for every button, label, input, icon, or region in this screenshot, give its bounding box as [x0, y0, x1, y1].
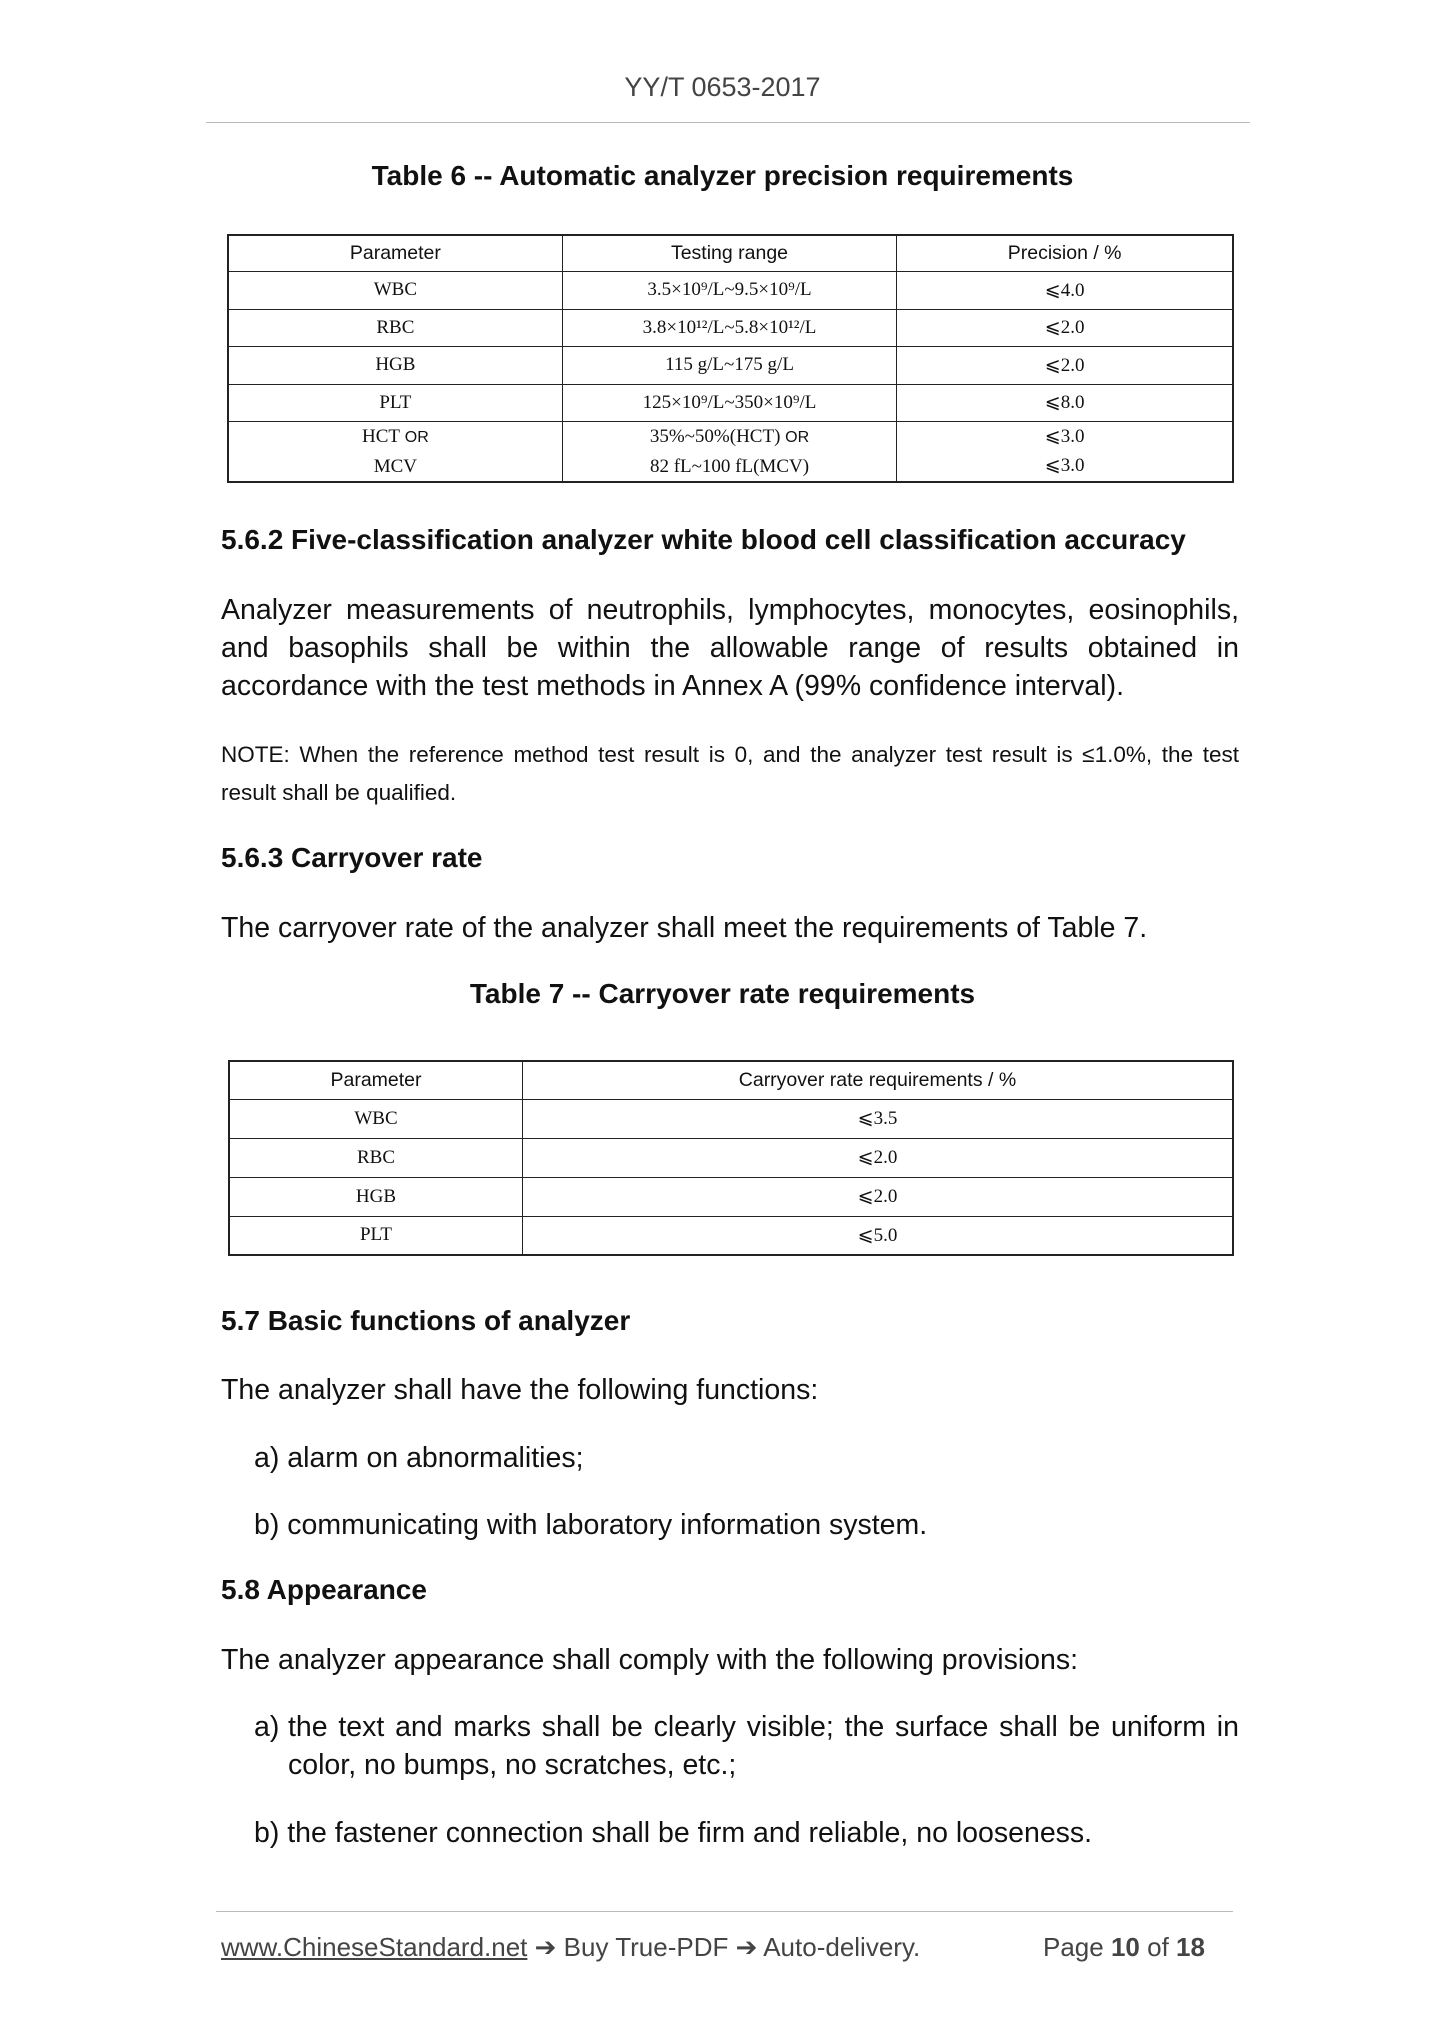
precision-cell: ⩽2.0: [897, 346, 1233, 384]
carryover-cell: ⩽3.5: [522, 1099, 1233, 1138]
list-marker: a): [254, 1442, 280, 1474]
total-pages: 18: [1176, 1932, 1205, 1962]
range-cell: 3.8×10¹²/L~5.8×10¹²/L: [562, 309, 897, 346]
section-5-6-3-heading: 5.6.3 Carryover rate: [221, 842, 483, 873]
table-row: [228, 421, 1233, 482]
table6: [227, 234, 1234, 483]
auto-delivery-text: Auto-delivery.: [763, 1932, 921, 1962]
param-cell: WBC: [229, 1099, 522, 1138]
param-cell: RBC: [229, 1138, 522, 1177]
table7-header-parameter: Parameter: [229, 1061, 522, 1099]
page-number: [1043, 1932, 1205, 1963]
table7-header-row: [229, 1061, 1233, 1099]
precision-cell: [897, 421, 1233, 482]
param-hct: HCT: [362, 425, 400, 447]
section-5-6-2-note: NOTE: When the reference method test result is 0, and the analyzer test result is ≤1.0%, the test result shall be qualified.: [221, 742, 1239, 805]
table-row: [228, 271, 1233, 309]
param-cell: PLT: [229, 1216, 522, 1255]
footer-left: [221, 1932, 920, 1963]
param-mcv: MCV: [373, 455, 418, 477]
list-item: [254, 1506, 927, 1544]
current-page: 10: [1110, 1932, 1140, 1962]
range-hct: 35%~50%(HCT): [649, 425, 781, 447]
list-text: the text and marks shall be clearly visible; the surface shall be uniform in color, no bumps, no scratches, etc.;: [288, 1711, 1239, 1781]
list-text: alarm on abnormalities;: [287, 1442, 584, 1474]
param-cell: WBC: [228, 271, 562, 309]
section-5-7-body: The analyzer shall have the following functions:: [221, 1374, 819, 1406]
table7-header-carryover: Carryover rate requirements / %: [522, 1061, 1233, 1099]
table6-header-parameter: Parameter: [228, 235, 562, 271]
or-label: OR: [404, 428, 429, 446]
list-item: [254, 1439, 583, 1477]
document-id-header: YY/T 0653-2017: [624, 72, 821, 102]
table-row: [228, 309, 1233, 346]
param-cell: HGB: [228, 346, 562, 384]
list-marker: b): [254, 1817, 280, 1849]
carryover-cell: ⩽5.0: [522, 1216, 1233, 1255]
table-row: [228, 346, 1233, 384]
table7: [228, 1060, 1234, 1256]
precision-cell: ⩽4.0: [897, 271, 1233, 309]
section-5-6-3-body: The carryover rate of the analyzer shall meet the requirements of Table 7.: [221, 912, 1148, 944]
precision-cell: ⩽8.0: [897, 384, 1233, 421]
table7-title: Table 7 -- Carryover rate requirements: [469, 978, 976, 1009]
table6-header-testing-range: Testing range: [562, 235, 897, 271]
param-cell: RBC: [228, 309, 562, 346]
carryover-cell: ⩽2.0: [522, 1177, 1233, 1216]
section-5-8-heading: 5.8 Appearance: [221, 1574, 427, 1605]
arrow-right-icon: ➔: [735, 1932, 758, 1962]
param-cell: HGB: [229, 1177, 522, 1216]
table-row: [229, 1099, 1233, 1138]
table6-header-row: [228, 235, 1233, 271]
header-divider: [206, 122, 1250, 123]
range-cell: 125×10⁹/L~350×10⁹/L: [562, 384, 897, 421]
footer-divider: [216, 1911, 1233, 1912]
arrow-right-icon: ➔: [534, 1932, 557, 1962]
table6-header-precision: Precision / %: [897, 235, 1233, 271]
precision-cell: ⩽2.0: [897, 309, 1233, 346]
table-row: [228, 384, 1233, 421]
buy-pdf-text: Buy True-PDF: [563, 1932, 729, 1962]
list-text: communicating with laboratory information system.: [287, 1509, 928, 1541]
range-mcv: 82 fL~100 fL(MCV): [649, 455, 810, 477]
section-5-8-body: The analyzer appearance shall comply with the following provisions:: [221, 1644, 1079, 1676]
list-text: the fastener connection shall be firm and reliable, no looseness.: [287, 1817, 1093, 1849]
of-label: of: [1147, 1932, 1169, 1962]
param-cell: PLT: [228, 384, 562, 421]
section-5-6-2-heading: 5.6.2 Five-classification analyzer white blood cell classification accuracy: [221, 524, 1186, 555]
table6-title: Table 6 -- Automatic analyzer precision requirements: [371, 160, 1074, 191]
range-cell: [562, 421, 897, 482]
or-label: OR: [785, 428, 810, 446]
list-item: [254, 1814, 1092, 1852]
table-row: [229, 1216, 1233, 1255]
website-link[interactable]: www.ChineseStandard.net: [221, 1932, 528, 1962]
section-5-6-2-body: Analyzer measurements of neutrophils, lymphocytes, monocytes, eosinophils, and basophils shall be within the allowable range of results obtained in accordance with the test methods in Annex A (99% confidence interval).: [221, 594, 1239, 702]
page-label: Page: [1043, 1932, 1104, 1962]
list-item: [254, 1708, 1244, 1784]
table-row: [229, 1177, 1233, 1216]
carryover-cell: ⩽2.0: [522, 1138, 1233, 1177]
list-marker: b): [254, 1509, 280, 1541]
section-5-7-heading: 5.7 Basic functions of analyzer: [221, 1305, 631, 1336]
param-cell: [228, 421, 562, 482]
range-cell: 3.5×10⁹/L~9.5×10⁹/L: [562, 271, 897, 309]
precision-mcv: ⩽3.0: [1044, 455, 1085, 476]
table-row: [229, 1138, 1233, 1177]
range-cell: 115 g/L~175 g/L: [562, 346, 897, 384]
list-marker: a): [254, 1711, 280, 1743]
precision-hct: ⩽3.0: [1044, 426, 1085, 447]
